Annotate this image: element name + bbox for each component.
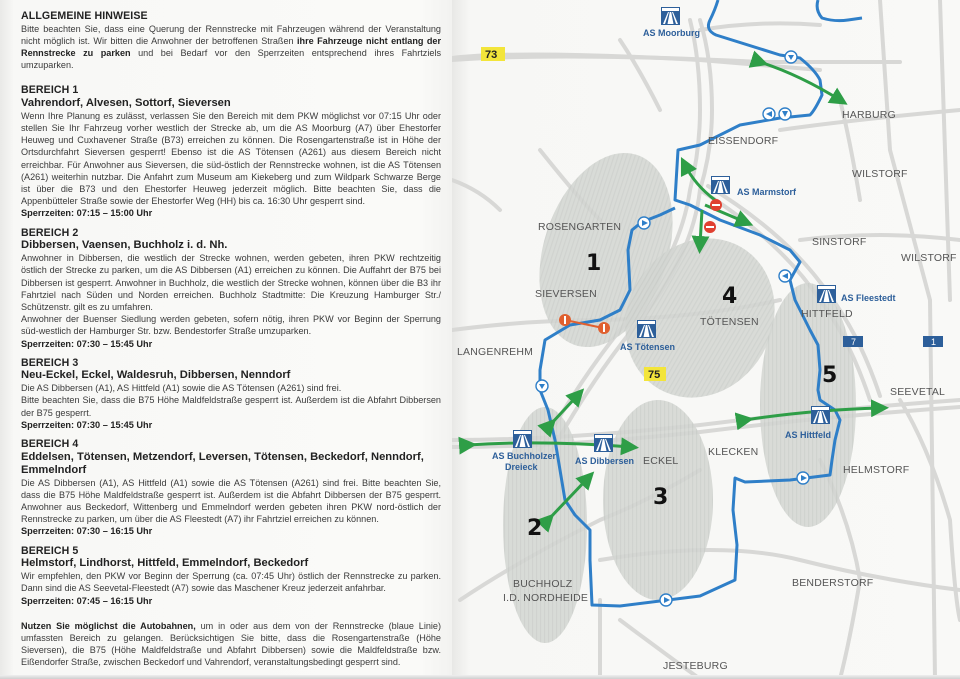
area-places: Neu-Eckel, Eckel, Waldesruh, Dibbersen, Nenndorf xyxy=(21,369,291,382)
road-badge-a7: 7 xyxy=(851,337,857,347)
place-label: SIEVERSEN xyxy=(535,288,597,300)
junction-label: AS Hittfeld xyxy=(785,430,831,440)
zone-number-1: 1 xyxy=(586,251,602,276)
direction-marker-icon xyxy=(638,217,650,229)
place-label: BENDERSTORF xyxy=(792,577,874,589)
autobahn-icon xyxy=(661,7,680,25)
direction-marker-icon xyxy=(779,108,791,120)
direction-marker-icon xyxy=(779,270,791,282)
autobahn-icon xyxy=(711,176,730,194)
place-label: I.D. NORDHEIDE xyxy=(503,592,589,604)
area-text: Anwohner der Buenser Siedlung werden gebeten, sofern nötig, ihren PKW vor Beginn der Sperrung süd-westlich der Hamburger Str. bzw. Bendestorfer Straße umzuparken. xyxy=(21,314,441,337)
area-heading: BEREICH 3 xyxy=(21,356,79,369)
place-label: HELMSTORF xyxy=(843,464,910,476)
general-notes-heading: ALLGEMEINE HINWEISE xyxy=(21,10,148,22)
zone-number-5: 5 xyxy=(822,363,838,388)
area-heading: BEREICH 4 xyxy=(21,438,79,451)
area-section-1 xyxy=(21,84,441,219)
detour-arrow xyxy=(700,210,702,245)
general-notes-section xyxy=(21,10,441,71)
route-map[interactable] xyxy=(452,0,960,679)
area-section-3 xyxy=(21,357,441,431)
junction-label: AS Buchholzer xyxy=(492,451,557,461)
place-label: WILSTORF xyxy=(901,252,957,264)
no-entry-icon xyxy=(559,314,571,326)
area-section-2 xyxy=(21,227,441,350)
place-label: SEEVETAL xyxy=(890,386,946,398)
closure-times: Sperrzeiten: 07:30 – 15:45 Uhr xyxy=(21,419,153,430)
area-text: Die AS Dibbersen (A1), AS Hittfeld (A1) sowie die AS Tötensen (A261) sind frei. xyxy=(21,383,342,394)
place-label: ROSENGARTEN xyxy=(538,221,622,233)
junction-label: AS Dibbersen xyxy=(575,456,635,466)
direction-marker-icon xyxy=(536,380,548,392)
place-label: KLECKEN xyxy=(708,446,759,458)
closure-times: Sperrzeiten: 07:45 – 16:15 Uhr xyxy=(21,595,153,606)
no-entry-icon xyxy=(710,199,722,211)
area-text: Wenn Ihre Planung es zulässt, verlassen Sie den Bereich mit dem PKW möglichst vor 07:15 Uhr oder stellen Sie Ihr Fahrzeug vorher westlich der Strecke ab, um die AS Moorburg (A7) über Ehestorfer Heuweg und Cuxhavener Straße (B73) erreichen zu können. Die Rosengartenstraße ist in Höhe der Ortsdurchfahrt Sieversen gesperrt! Ebenso ist die AS Tötensen (A261) aus diesem Bereich nicht erreichbar. Für Anwohner aus Sieversen, die süd-östlich der Rennstrecke wohnen, ist die AS Tötensen (A261) weiterhin nutzbar. Die Anfahrt zum Museum am Kiekeberg und zum Wildpark Schwarze Berge ist über die B73 und den Ehestorfer Heuweg jederzeit möglich. Bitte beachten Sie, dass die Appenbütteler Straße sowie der Ehestorfer Weg (HH) bis ca. 16:30 Uhr gesperrt sind. xyxy=(21,110,441,207)
area-text: Anwohner in Dibbersen, die westlich der Strecke wohnen, werden gebeten, ihren PKW rechtzeitig östlich der Strecke zu parken, um die AS Dibbersen (A1) erreichen zu können. Die Auffahrt der B75 bei Dibbersen ist gesperrt. Anwohner in Buchholz, die westlich der Strecke wohnen, können über die B3 ihr Fahrtziel nach Süden und Norden erreichen. Buchholz Stadtmitte: Die Kreuzung Hamburger Str./ Schützenstr. gilt es zu umfahren. xyxy=(21,253,441,312)
place-label: HITTFELD xyxy=(801,308,853,320)
info-text-column xyxy=(21,10,441,669)
direction-marker-icon xyxy=(763,108,775,120)
area-text: Bitte beachten Sie, dass die B75 Höhe Maldfeldstraße gesperrt ist. Außerdem ist die Abfahrt Dibbersen der B75 gesperrt. xyxy=(21,395,441,418)
road-badge-a1: 1 xyxy=(931,337,937,347)
place-label: ECKEL xyxy=(643,455,679,467)
junction-label: AS Tötensen xyxy=(620,342,676,352)
general-notes-text: Bitte beachten Sie, dass eine Querung der Rennstrecke mit Fahrzeugen während der Veranstaltung nicht möglich ist. Wir bitten die Anwohner der betroffenen Straßen ihre Fahrzeuge nicht entlang der Rennstrecke zu parken und bei Bedarf vor den Sperrzeiten entsprechend ihres Fahrtziels umzuparken. xyxy=(21,23,441,71)
place-label: LANGENREHM xyxy=(457,346,534,358)
junction-label: AS Moorburg xyxy=(643,28,700,38)
autobahn-icon xyxy=(811,406,830,424)
area-places: Helmstorf, Lindhorst, Hittfeld, Emmelndorf, Beckedorf xyxy=(21,557,309,570)
place-label: HARBURG xyxy=(842,109,896,121)
no-entry-icon xyxy=(704,221,716,233)
direction-marker-icon xyxy=(797,472,809,484)
place-label: WILSTORF xyxy=(852,168,908,180)
junction-label: Dreieck xyxy=(505,462,538,472)
place-label: SINSTORF xyxy=(812,236,867,248)
closure-times: Sperrzeiten: 07:30 – 16:15 Uhr xyxy=(21,526,153,537)
road-badge-b75: 75 xyxy=(648,369,661,381)
closure-times: Sperrzeiten: 07:15 – 15:00 Uhr xyxy=(21,208,153,219)
area-section-4 xyxy=(21,438,441,538)
restriction-zones xyxy=(503,136,856,643)
area-text: Die AS Dibbersen (A1), AS Hittfeld (A1) sowie die AS Tötensen (A261) sind frei. Bitte beachten Sie, dass die B75 Höhe Maldfeldstraße gesperrt ist. Außerdem ist die Abfahrt Dibbersen der B75 gesperrt. Anwohner aus Beckedorf, Wittenberg und Emmelndorf werden gebeten ihren PKW nord-östlich der Rennstrecke zu parken, um über die AS Fleestedt (A7) ihr Fahrtziel erreichen zu können. xyxy=(21,477,441,525)
zone-number-4: 4 xyxy=(722,284,738,309)
page-bottom-edge xyxy=(0,675,960,679)
junction-label: AS Fleestedt xyxy=(841,293,896,303)
area-places: Vahrendorf, Alvesen, Sottorf, Sieversen xyxy=(21,96,231,109)
autobahn-icon xyxy=(594,434,613,452)
zone-number-3: 3 xyxy=(653,485,669,510)
place-label: EISSENDORF xyxy=(708,135,779,147)
direction-marker-icon xyxy=(785,51,797,63)
area-heading: BEREICH 2 xyxy=(21,226,79,239)
area-heading: BEREICH 1 xyxy=(21,84,79,97)
junction-label: AS Marmstorf xyxy=(737,187,797,197)
area-heading: BEREICH 5 xyxy=(21,544,79,557)
place-label: JESTEBURG xyxy=(663,660,728,672)
place-label: TÖTENSEN xyxy=(700,316,759,328)
closure-times: Sperrzeiten: 07:30 – 15:45 Uhr xyxy=(21,338,153,349)
direction-marker-icon xyxy=(660,594,672,606)
autobahn-icon xyxy=(637,320,656,338)
autobahn-icon xyxy=(513,430,532,448)
autobahn-icon xyxy=(817,285,836,303)
place-label: BUCHHOLZ xyxy=(513,578,573,590)
map-page xyxy=(452,0,960,679)
zone-number-2: 2 xyxy=(527,516,543,541)
area-places: Dibbersen, Vaensen, Buchholz i. d. Nh. xyxy=(21,239,228,252)
area-places: Eddelsen, Tötensen, Metzendorf, Leversen, Tötensen, Beckedorf, Nenndorf, Emmelndorf xyxy=(21,450,424,476)
area-section-5 xyxy=(21,545,441,607)
autobahn-advice: Nutzen Sie möglichst die Autobahnen, um in oder aus dem von der Rennstrecke (blaue Linie) umfassten Bereich zu gelangen. Berücksichtigen Sie bitte, dass die Rosengartenstraße (Höhe Sieversen), die B75 (Höhe Maldfeldstraße und Abfahrt Dibbersen) sowie die Maldfeldstraße bzw. Eißendorfer Straße, zwischen Beckedorf und Vahrendorf, veranstaltungsbedingt gesperrt sind. xyxy=(21,620,441,668)
road-badge-b73: 73 xyxy=(485,49,498,61)
no-entry-icon xyxy=(598,322,610,334)
area-text: Wir empfehlen, den PKW vor Beginn der Sperrung (ca. 07:45 Uhr) östlich der Rennstrecke zu parken. Dann sind die AS Seevetal-Fleestedt (A7) sowie das Maschener Kreuz jederzeit anfahrbar. xyxy=(21,571,441,594)
left-page xyxy=(0,0,452,679)
